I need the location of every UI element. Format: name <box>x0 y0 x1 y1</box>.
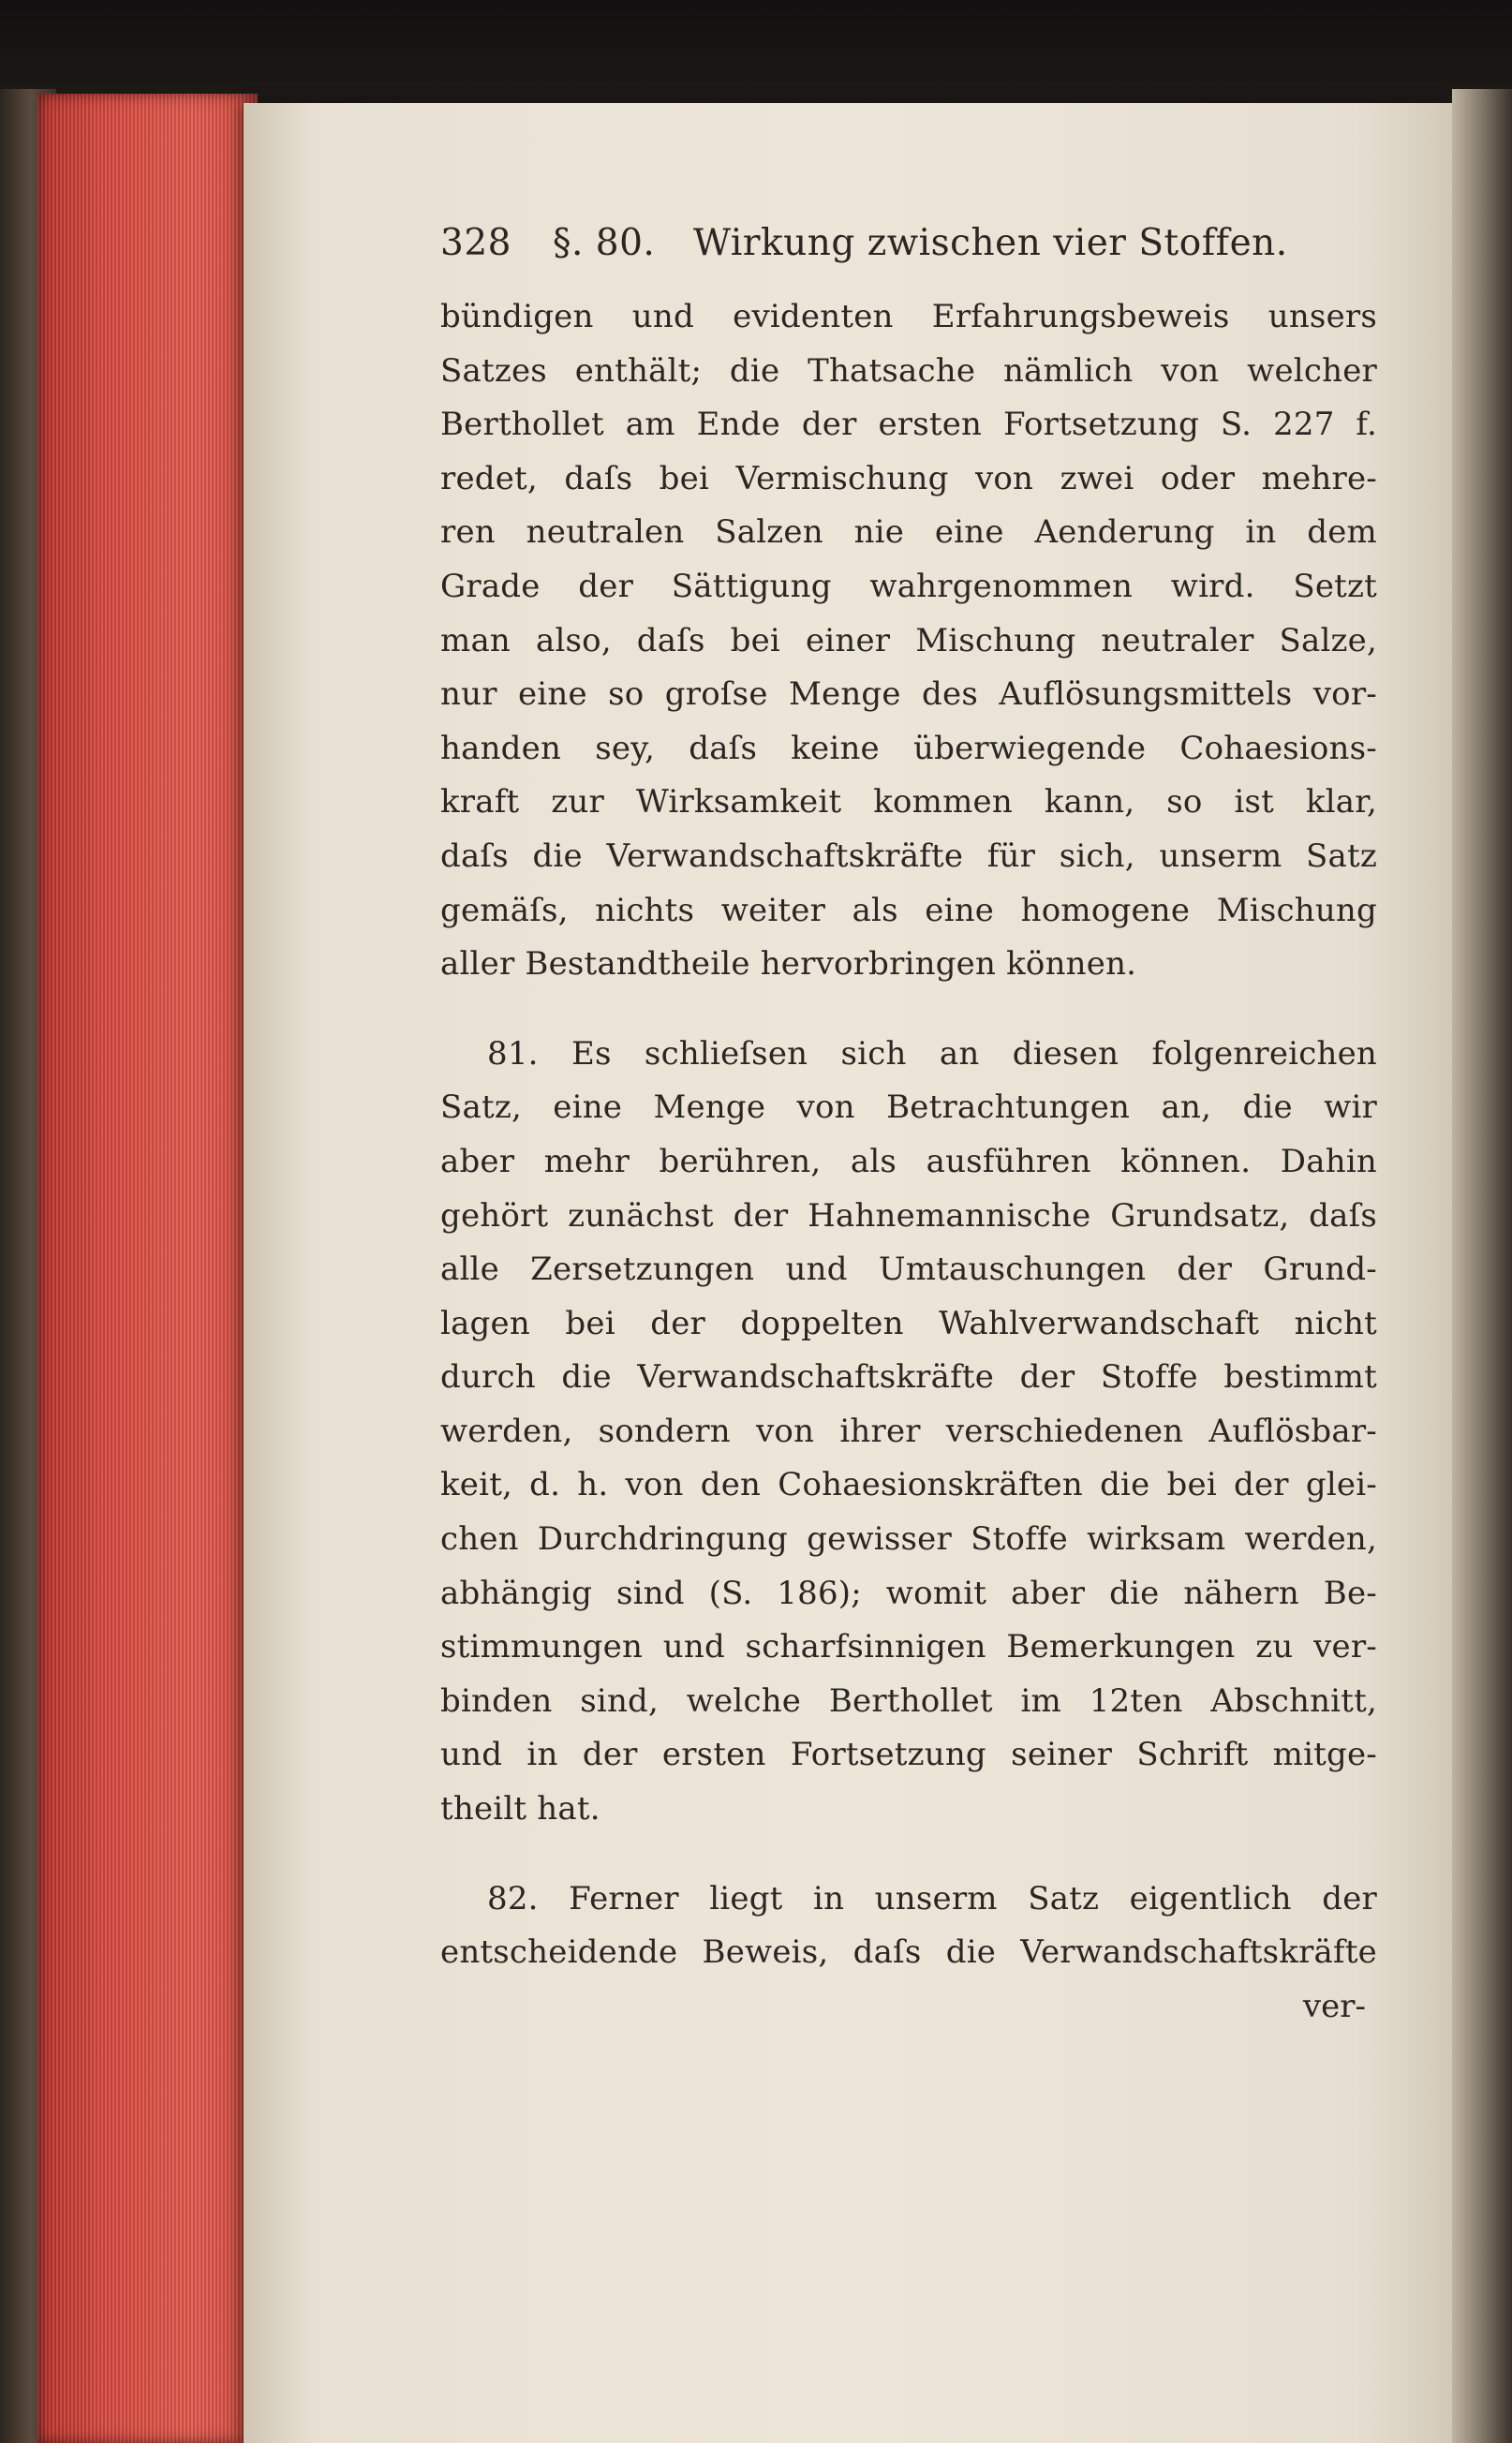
text-line: lagen bei der doppelten Wahlverwandschaft nicht <box>440 1304 1377 1342</box>
text-line: aller Bestandtheile hervorbringen können. <box>440 945 1137 984</box>
text-line: keit, d. h. von den Cohaesionskräften die bei der glei- <box>440 1466 1377 1504</box>
text-line: Grade der Sättigung wahrgenommen wird. Setzt <box>440 567 1377 605</box>
text-line: gehört zunächst der Hahnemannische Grundsatz, daſs <box>440 1196 1377 1235</box>
text-line: abhängig sind (S. 186); womit aber die nähern Be- <box>440 1574 1377 1612</box>
page-number: 328 <box>440 222 511 264</box>
running-head <box>440 215 1377 272</box>
text-line: und in der ersten Fortsetzung seiner Schrift mitge- <box>440 1736 1377 1774</box>
paragraph <box>440 290 1377 992</box>
text-line: Berthollet am Ende der ersten Fortsetzung S. 227 f. <box>440 406 1377 444</box>
text-line: Satzes enthält; die Thatsache nämlich von welcher <box>440 351 1377 390</box>
catchword: ver- <box>1302 1987 1366 2025</box>
text-line: handen sey, daſs keine überwiegende Cohaesions- <box>440 729 1377 767</box>
text-line: binden sind, welche Berthollet im 12ten Abschnitt, <box>440 1681 1377 1720</box>
paragraph <box>440 1028 1377 1837</box>
text-line: bündigen und evidenten Erfahrungsbeweis unsers <box>440 298 1377 335</box>
section-number: §. 80. <box>553 222 656 264</box>
text-line: daſs die Verwandschaftskräfte für sich, unserm Satz <box>440 837 1377 875</box>
text-line: Satz, eine Menge von Betrachtungen an, die wir <box>440 1088 1377 1127</box>
text-line: redet, daſs bei Vermischung von zwei oder mehre- <box>440 459 1377 497</box>
text-line: theilt hat. <box>440 1790 600 1829</box>
text-line: aber mehr berühren, als ausführen können. Dahin <box>440 1142 1377 1180</box>
page-right-edge <box>1452 89 1512 2443</box>
text-line: kraft zur Wirksamkeit kommen kann, so ist klar, <box>440 783 1377 822</box>
text-line: entscheidende Beweis, daſs die Verwandschaftskräfte <box>440 1933 1377 1972</box>
text-line: chen Durchdringung gewisser Stoffe wirksam werden, <box>440 1520 1377 1559</box>
text-line: gemäſs, nichts weiter als eine homogene Mischung <box>440 891 1377 929</box>
red-page-edges <box>37 94 258 2443</box>
text-line: alle Zersetzungen und Umtauschungen der Grund- <box>440 1251 1377 1289</box>
text-line: stimmungen und scharfsinnigen Bemerkungen zu ver- <box>440 1628 1377 1666</box>
text-line: 82. Ferner liegt in unserm Satz eigentlich der <box>487 1879 1377 1917</box>
page-text <box>440 215 1377 2034</box>
paragraph <box>440 1873 1377 1980</box>
text-line: 81. Es schlieſsen sich an diesen folgenreichen <box>487 1034 1377 1073</box>
running-title: Wirkung zwischen vier Stoffen. <box>693 222 1288 264</box>
text-line: man also, daſs bei einer Mischung neutraler Salze, <box>440 621 1377 659</box>
text-line: ren neutralen Salzen nie eine Aenderung in dem <box>440 513 1377 552</box>
text-line: nur eine so groſse Menge des Auflösungsmittels vor- <box>440 675 1377 714</box>
text-line: durch die Verwandschaftskräfte der Stoffe bestimmt <box>440 1358 1377 1397</box>
text-line: werden, sondern von ihrer verschiedenen Auflösbar- <box>440 1412 1377 1450</box>
